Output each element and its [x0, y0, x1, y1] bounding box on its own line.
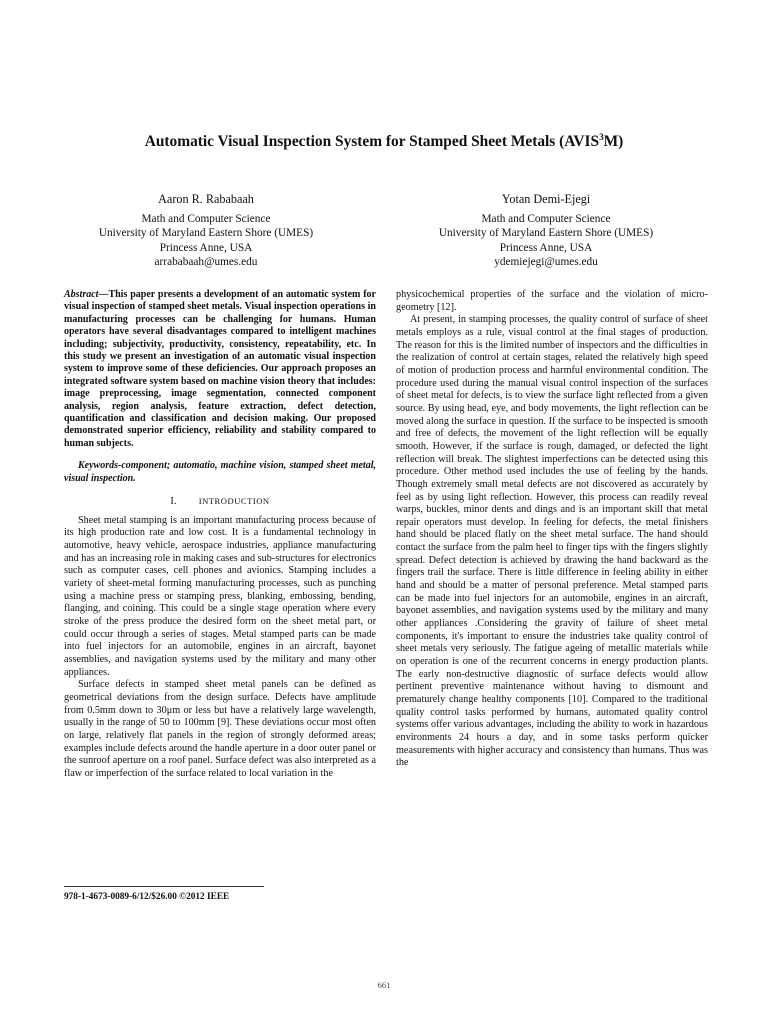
author-dept: Math and Computer Science	[141, 212, 271, 225]
author-univ: University of Maryland Eastern Shore (UMES)	[98, 227, 314, 239]
author-location: Princess Anne, USA	[159, 241, 253, 254]
paragraph: Surface defects in stamped sheet metal panels can be defined as geometrical deviations from the design surface. Defects have amplitude from 0.5mm down to 30μm or less but have a relatively large wavelength, usually in the range of 50 to 100mm [9]. These deviations occur most often on large, relatively flat panels in the region of strongly deformed areas; examples include defects around the handle aperture in a door outer panel or the sunroof aperture on a roof panel. Surface defect was also interpreted as a flaw or imperfection of the surface related to local variation in the	[64, 679, 376, 779]
author-block-2	[396, 192, 696, 270]
keywords: Keywords-component; automatio, machine vision, stamped sheet metal, visual inspection.	[64, 460, 376, 484]
right-column	[396, 289, 708, 770]
paragraph: Sheet metal stamping is an important manufacturing process because of its high production rate and low cost. It is a fundamental technology in automotive, heavy vehicle, aerospace industries, appliance manufacturing and has an increasing role in making cases and sub-structures for electronics such as computer cases, cell phones and avionics. Stamping includes a variety of sheet-metal forming manufacturing processes, such as punching using a machine press or stamping press, blanking, embossing, bending, flanging, and coining. This could be a single stage operation where every stroke of the press produce the desired form on the sheet metal part, or could occur through a series of stages. Metal stamped parts can be made into fuel injectors for an automobile, engines in an aircraft, bayonet assemblies, and navigation systems used by the military and many other appliances.	[64, 514, 376, 678]
author-name: Aaron R. Rababaah	[158, 192, 254, 206]
author-email: ydemiejegi@umes.edu	[494, 256, 598, 268]
paragraph: At present, in stamping processes, the quality control of surface of sheet metals employs as a rule, visual control at the final stages of production. The reason for this is the limited number of inspectors and the difficulties in the realization of control at certain stages, related the relatively high speed of motion of production process and harmful environmental condition. The procedure used during the manual visual control inspection of the surfaces of sheet metal for defects, is to view the surface light reflected from a given source. By using head, eye, and body movements, the light reflection can be moved along the surface in question. If the surface to be inspected is smooth and free of defects, the movement of the light reflection will be equally smooth. However, if the surface is rough, damaged, or defected the light reflection will break. The slightest imperfections can be detected using this procedure. Other method used includes the use of feeling by the hands. Though extremely small metal defects are not discovered as accurately by feel as by using light reflection. However, this process can readily reveal warps, buckles, minor dents and dings and is an important skill that metal repair operators must develop. In feeling for defects, the metal finishers hand should be placed flatly on the sheet metal surface. The hand should contact the surface from the palm heel to finger tips with the fingers slightly spread. Defect detection is achieved by drawing the hand backward as the fingers trail the surface. There is little difference in feeling ability in either hand and should be a matter of personal preference. Metal stamped parts can be made into fuel injectors for an automobile, engines in an aircraft, bayonet assemblies, and navigation systems used by the military and many other appliances .Considering the gravity of failure of sheet metal components, it's important to ensure the industries take quality control of sheet metals very seriously. The fatigue ageing of metallic materials while on operation is one of the recurrent concerns in energy production plants. The early non-destructive diagnostic of surface defects would allow pertinent preventive maintenance without having to dismount and prematurely change healthy components [10]. Compared to the traditional quality control tasks performed by humans, automated quality control systems offer various advantages, including the ability to work in hazardous environments 24 hours a day, and in some tasks perform quicker measurements with higher accuracy and consistency than humans. Thus was the	[396, 314, 708, 769]
paragraph: physicochemical properties of the surface and the violation of micro-geometry [12].	[396, 289, 708, 313]
author-location: Princess Anne, USA	[499, 241, 593, 254]
footer-divider	[64, 886, 264, 887]
section-title: INTRODUCTION	[198, 496, 270, 507]
abstract	[64, 289, 376, 450]
author-block-1	[56, 192, 356, 270]
abstract-label: Abstract	[64, 289, 99, 300]
section-number: I.	[170, 496, 177, 508]
paper-title: Automatic Visual Inspection System for Stamped Sheet Metals (AVIS$^3$M)	[144, 132, 624, 150]
page-number: 661	[377, 980, 391, 990]
section-heading	[64, 495, 376, 509]
abstract-text: —This paper presents a development of an automatic system for visual inspection of stamped sheet metals. Visual inspection operations in manufacturing processes can be challenging for humans. Human operators have several disadvantages compared to intelligent machines including; subjectivity, productivity, consistency, repeatability, etc. In this study we present an investigation of an automatic visual inspection system to improve some of these deficiencies. Our approach proposes an integrated software system based on machine vision theory that includes: image preprocessing, image segmentation, connected component analysis, region analysis, feature extraction, defect detection, quantification and classification and decision making. Our proposed demonstrated superior efficiency, reliability and stability compared to human subjects.	[64, 289, 376, 449]
footer-copyright: 978-1-4673-0089-6/12/$26.00 ©2012 IEEE	[64, 892, 230, 902]
left-column	[64, 289, 376, 781]
author-name: Yotan Demi-Ejegi	[501, 192, 591, 206]
author-email: arrababaah@umes.edu	[154, 256, 258, 268]
author-dept: Math and Computer Science	[481, 212, 611, 225]
title-superscript: 3	[599, 132, 604, 142]
author-univ: University of Maryland Eastern Shore (UMES)	[438, 227, 654, 239]
